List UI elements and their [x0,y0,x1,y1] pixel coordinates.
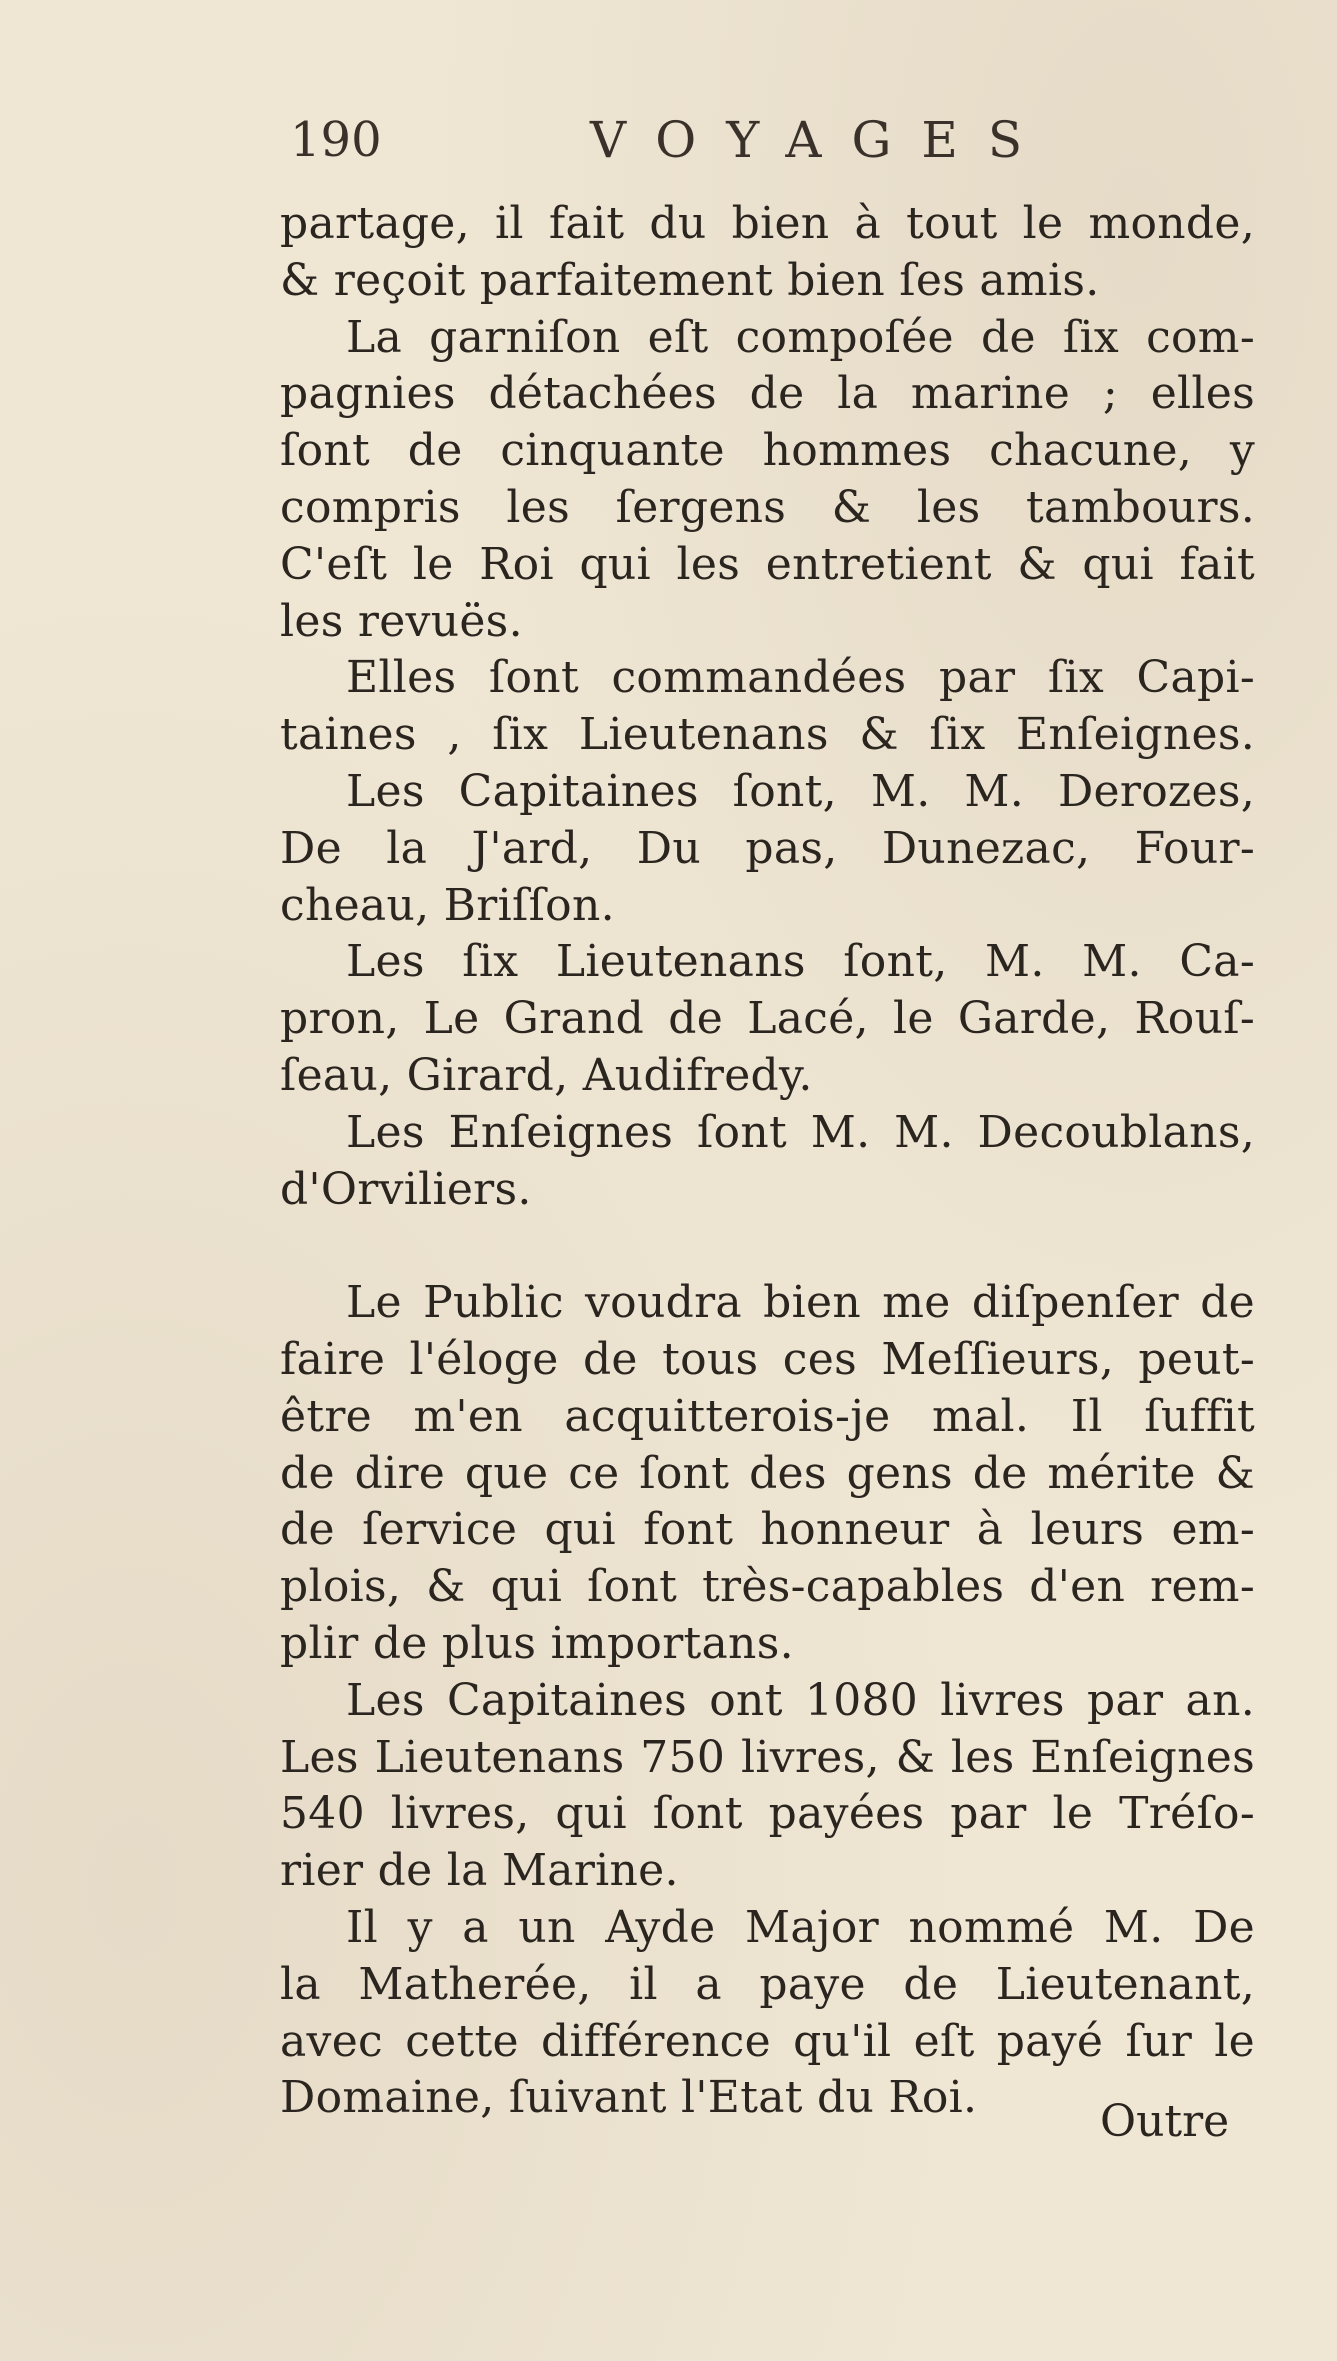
running-head: VOYAGES [590,111,1053,169]
text-line: pron, Le Grand de Lacé, le Garde, Rouſ- [280,993,1255,1045]
text-line: & reçoit parfaitement bien ſes amis. [280,254,1100,306]
text-line: être m'en acquitterois-je mal. Il ſuffit [280,1390,1255,1442]
text-line: pagnies détachées de la marine ; elles [280,368,1255,420]
text-line: plois, & qui ſont très-capables d'en rem- [280,1561,1255,1613]
text-line: Le Public voudra bien me diſpenſer de [346,1277,1255,1329]
text-line: Les Capitaines ont 1080 livres par an. [346,1674,1255,1726]
body-text [280,196,1255,2127]
text-line: C'eſt le Roi qui les entretient & qui fait [280,538,1255,590]
text-line: la Matherée, il a paye de Lieutenant, [280,1958,1255,2010]
text-line: rier de la Marine. [280,1845,679,1897]
text-line: ſeau, Girard, Audifredy. [280,1049,813,1101]
text-line: les revuës. [280,595,523,647]
text-line: 540 livres, qui ſont payées par le Tréſo- [280,1788,1255,1840]
catchword: Outre [1100,2096,1230,2147]
text-line: compris les ſergens & les tambours. [280,481,1255,533]
text-line: Les Enſeignes ſont M. M. Decoublans, [346,1106,1255,1158]
page-number: 190 [290,112,382,168]
page-header [290,110,1250,170]
text-line: plir de plus importans. [280,1617,794,1669]
text-line: taines , ſix Lieutenans & ſix Enſeignes. [280,709,1255,761]
text-line: avec cette différence qu'il eſt payé ſur le [280,2015,1255,2067]
text-line: Domaine, ſuivant l'Etat du Roi. [280,2072,978,2124]
blank-line [280,1218,1255,1275]
text-line: Elles ſont commandées par ſix Capi- [346,652,1255,704]
text-line: Les Lieutenans 750 livres, & les Enſeignes [280,1731,1255,1783]
text-line: Il y a un Ayde Major nommé M. De [346,1901,1255,1953]
text-line: partage, il fait du bien à tout le monde, [280,198,1255,249]
text-line: La garniſon eſt compoſée de ſix com- [346,311,1255,363]
text-line: de ſervice qui font honneur à leurs em- [280,1504,1255,1556]
text-line: Les ſix Lieutenans ſont, M. M. Ca- [346,936,1255,988]
text-line: De la J'ard, Du pas, Dunezac, Four- [280,822,1255,874]
text-line: de dire que ce ſont des gens de mérite & [280,1447,1255,1499]
text-line: d'Orviliers. [280,1163,532,1215]
text-line: Les Capitaines ſont, M. M. Derozes, [346,765,1255,817]
text-line: cheau, Briſſon. [280,879,615,931]
text-line: faire l'éloge de tous ces Meſſieurs, peut- [280,1333,1255,1385]
text-line: ſont de cinquante hommes chacune, y [280,425,1255,477]
